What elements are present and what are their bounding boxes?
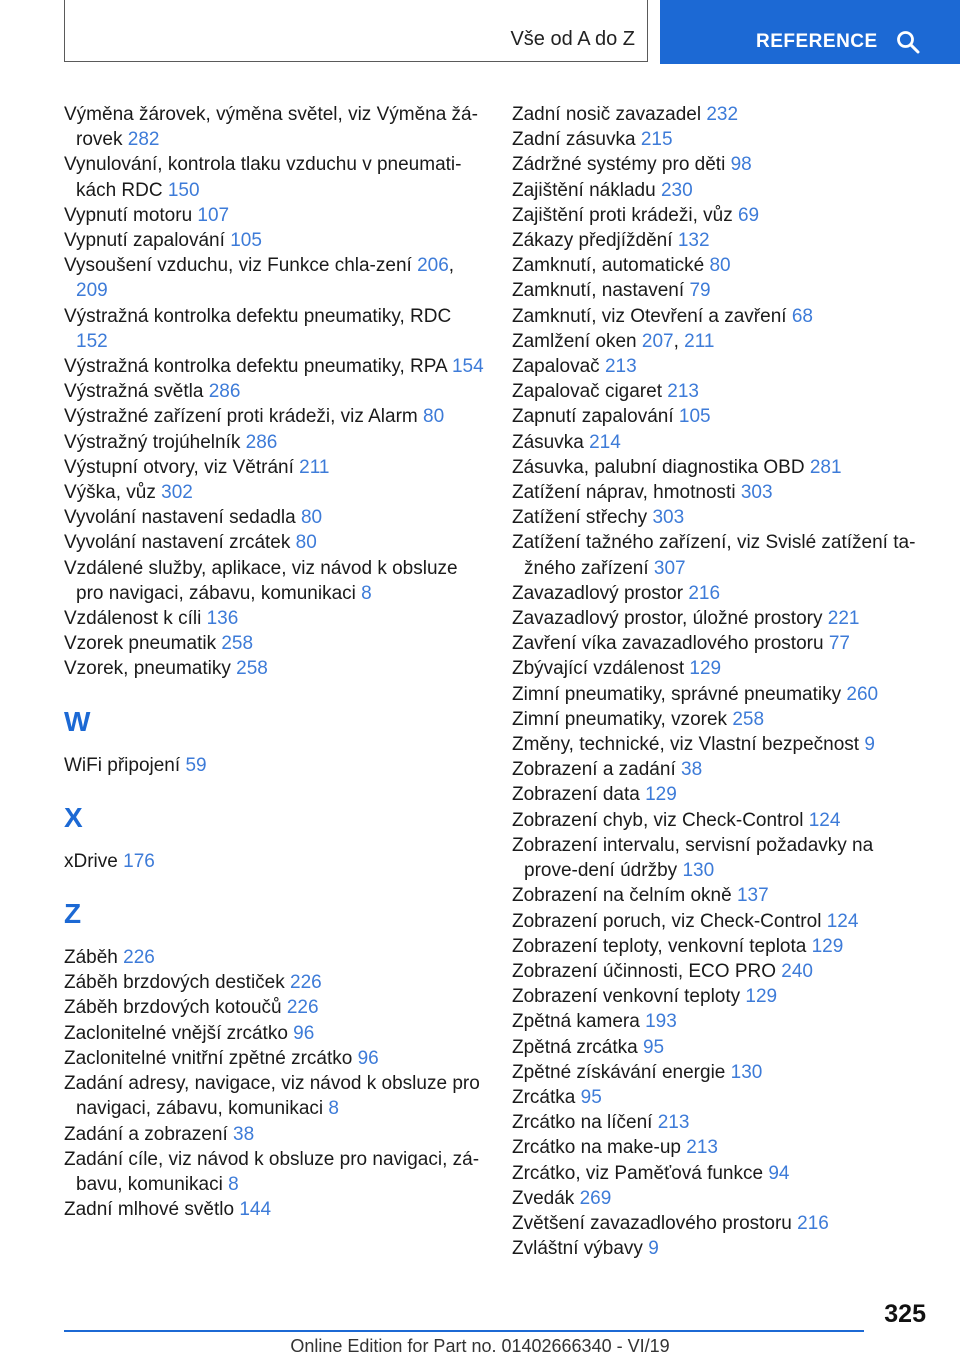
page-link[interactable]: 207 xyxy=(641,330,674,352)
index-entry xyxy=(64,152,484,202)
index-entry-term: Záběh xyxy=(64,947,118,969)
index-entry xyxy=(512,1186,932,1211)
page-link[interactable]: 213 xyxy=(657,1112,690,1134)
letter-heading-w: W xyxy=(64,705,91,737)
page-link[interactable]: 80 xyxy=(423,406,445,428)
index-entry xyxy=(64,379,484,404)
search-icon[interactable] xyxy=(896,30,920,54)
index-entry-term: Vynulování, kontrola tlaku vzduchu v pneumati-kách RDC xyxy=(64,154,462,201)
index-entry xyxy=(64,354,484,379)
page-link[interactable]: 105 xyxy=(678,406,711,428)
index-entry xyxy=(512,606,932,631)
index-entry xyxy=(512,934,932,959)
index-entry xyxy=(512,1135,932,1160)
index-entry-term: Zapalovač cigaret xyxy=(512,381,662,403)
page-link[interactable]: 213 xyxy=(604,356,637,378)
index-entry-term: Zavazadlový prostor xyxy=(512,582,684,604)
page-link[interactable]: 8 xyxy=(228,1173,239,1195)
page-link[interactable]: 107 xyxy=(197,204,230,226)
index-entry-term: Zatížení tažného zařízení, viz Svislé zatížení ta-žného zařízení xyxy=(512,532,916,579)
index-entry xyxy=(64,1122,484,1147)
letter-heading-x: X xyxy=(64,801,83,833)
index-entry: Zamlžení oken 207, 211 xyxy=(512,330,715,352)
index-entry xyxy=(64,530,484,555)
index-entry xyxy=(512,354,932,379)
page-link[interactable]: 213 xyxy=(686,1137,718,1159)
index-entry-term: Zpětné získávání energie xyxy=(512,1061,726,1083)
index-entry xyxy=(512,228,932,253)
index-entry xyxy=(512,253,932,278)
page-link[interactable]: 240 xyxy=(781,960,813,982)
page-link[interactable]: 80 xyxy=(300,507,323,529)
page-link[interactable]: 281 xyxy=(809,456,842,478)
index-entry-term: Zadní nosič zavazadel xyxy=(512,104,702,125)
index-entry-term: Zrcátka xyxy=(512,1086,576,1108)
entries-w xyxy=(64,753,484,778)
index-entry xyxy=(64,505,484,530)
index-entry-term: Zádržné systémy pro děti xyxy=(512,154,726,176)
page-link[interactable]: 226 xyxy=(123,947,155,969)
index-entry-term: Zamknutí, automatické xyxy=(512,255,705,277)
index-entry-term: Zobrazení účinnosti, ECO PRO xyxy=(512,960,776,982)
index-entry-term: Zadní mlhové světlo xyxy=(64,1199,235,1221)
index-entry xyxy=(512,480,932,505)
page-link[interactable]: 226 xyxy=(290,972,322,994)
index-entry-term: Zobrazení teploty, venkovní teplota xyxy=(512,935,807,957)
index-entry-term: Zvláštní výbavy xyxy=(512,1238,643,1260)
index-entry-term: Zadání adresy, navigace, viz návod k obsluze pro navigaci, zábavu, komunikaci xyxy=(64,1073,480,1120)
page-link[interactable]: 105 xyxy=(230,230,262,252)
index-entry xyxy=(512,404,932,429)
index-entry-term: Zpětná zrcátka xyxy=(512,1036,638,1058)
index-entry-term: Zavření víka zavazadlového prostoru xyxy=(512,633,824,655)
entries-x xyxy=(64,849,484,874)
index-entry-term: Změny, technické, viz Vlastní bezpečnost xyxy=(512,734,860,756)
index-entry-term: Zobrazení poruch, viz Check-Control xyxy=(512,910,822,932)
index-entry xyxy=(64,945,484,970)
index-entry-term: Zobrazení venkovní teploty xyxy=(512,986,741,1008)
index-entry-term: Zajištění nákladu xyxy=(512,179,656,201)
index-entry-term: Zvedák xyxy=(512,1187,575,1209)
index-entry xyxy=(512,430,932,455)
index-entry xyxy=(64,404,484,429)
index-entry-term: Zobrazení intervalu, servisní požadavky na prove-dení údržby xyxy=(512,834,874,882)
index-entry-term: Vzorek, pneumatiky xyxy=(64,658,231,680)
page-link[interactable]: 8 xyxy=(361,582,372,604)
page-link[interactable]: 193 xyxy=(645,1011,677,1033)
index-entry-term: Výměna žárovek, výměna světel, viz Výměna žá-rovek xyxy=(64,104,478,151)
page-link[interactable]: 303 xyxy=(652,507,685,529)
index-column-right xyxy=(512,102,932,1261)
index-entry: Vysoušení vzduchu, viz Funkce chla-zení 206, 209 xyxy=(64,255,455,302)
page-link[interactable]: 286 xyxy=(208,381,241,403)
page-link[interactable]: 130 xyxy=(730,1061,763,1083)
index-entry xyxy=(64,995,484,1020)
page-link[interactable]: 258 xyxy=(236,658,268,680)
index-entry-term: Zajištění proti krádeži, vůz xyxy=(512,204,733,226)
index-entry-term: Vzorek pneumatik xyxy=(64,633,217,655)
index-column-left xyxy=(64,102,484,1222)
page-link[interactable]: 9 xyxy=(648,1238,659,1260)
index-entry xyxy=(64,849,484,874)
index-entry-term: Výstražný trojúhelník xyxy=(64,431,241,453)
index-entry xyxy=(512,959,932,984)
page-link[interactable]: 8 xyxy=(328,1098,339,1120)
index-entry-term: Zásuvka, palubní diagnostika OBD xyxy=(512,456,805,478)
page-link[interactable]: 129 xyxy=(689,658,722,680)
index-entry-term: Výstupní otvory, viz Větrání xyxy=(64,456,294,478)
index-entry xyxy=(512,656,932,681)
page-link[interactable]: 124 xyxy=(808,809,841,831)
index-entry xyxy=(512,909,932,934)
index-entry-term: Vyvolání nastavení sedadla xyxy=(64,507,296,529)
page-link[interactable]: 132 xyxy=(677,230,710,252)
index-entry-term: Zákazy předjíždění xyxy=(512,230,673,252)
index-entry xyxy=(512,883,932,908)
index-entry-term: Záběh brzdových destiček xyxy=(64,972,285,994)
page-link[interactable]: 213 xyxy=(667,381,699,403)
page-link[interactable]: 206 xyxy=(417,255,449,277)
page-link[interactable]: 38 xyxy=(681,759,703,781)
index-entry-term: Vypnutí motoru xyxy=(64,204,193,226)
page-link[interactable]: 258 xyxy=(732,708,765,730)
index-entry xyxy=(64,430,484,455)
index-entry xyxy=(512,1211,932,1236)
page-link[interactable]: 129 xyxy=(811,935,844,957)
index-entry-term: Zobrazení data xyxy=(512,784,640,806)
index-entry-term: Zrcátko na líčení xyxy=(512,1112,653,1134)
index-entry-term: Vysoušení vzduchu, viz Funkce chla-zení xyxy=(64,255,412,277)
footer-edition: Online Edition for Part no. 01402666340 - VI/19 xyxy=(290,1336,670,1356)
index-entry-term: Zvětšení zavazadlového prostoru xyxy=(512,1212,792,1234)
page-link[interactable]: 176 xyxy=(123,850,155,872)
page-link[interactable]: 211 xyxy=(684,330,715,352)
index-entry xyxy=(64,970,484,995)
index-entry xyxy=(64,102,484,152)
index-entry-term: Zimní pneumatiky, vzorek xyxy=(512,708,728,730)
page-link[interactable]: 303 xyxy=(740,482,773,504)
index-entry-term: Vzdálenost k cíli xyxy=(64,608,202,630)
index-entry-term: WiFi připojení xyxy=(64,754,181,776)
index-entry-term: Zadání a zobrazení xyxy=(64,1123,228,1145)
page-link[interactable]: 286 xyxy=(245,431,278,453)
page-link[interactable]: 216 xyxy=(797,1212,829,1234)
entries-z xyxy=(64,945,484,1222)
page-link[interactable]: 144 xyxy=(239,1199,272,1221)
page-link[interactable]: 9 xyxy=(864,734,875,756)
index-entry-term: Výška, vůz xyxy=(64,482,156,504)
page-link[interactable]: 38 xyxy=(233,1123,255,1145)
index-entry-term: Zpětná kamera xyxy=(512,1011,640,1033)
page-link[interactable]: 230 xyxy=(660,179,693,201)
page-link[interactable]: 95 xyxy=(642,1036,665,1058)
index-entry-term: Vypnutí zapalování xyxy=(64,230,225,252)
index-entry xyxy=(64,1071,484,1121)
reference-tab[interactable] xyxy=(660,0,960,64)
index-entry-term: Zapalovač xyxy=(512,356,600,378)
page-link[interactable]: 226 xyxy=(286,997,319,1019)
page-link[interactable]: 152 xyxy=(76,330,108,352)
entries-z-continued xyxy=(512,102,932,1261)
index-entry-term: xDrive xyxy=(64,850,118,872)
index-entry-term: Výstražná kontrolka defektu pneumatiky, RDC xyxy=(64,305,452,327)
index-entry-term: Zobrazení chyb, viz Check-Control xyxy=(512,809,804,831)
index-entry-term: Zadání cíle, viz návod k obsluze pro navigaci, zá-bavu, komunikaci xyxy=(64,1148,480,1195)
reference-label: REFERENCE xyxy=(756,31,878,52)
index-entry xyxy=(512,782,932,807)
index-entry xyxy=(512,984,932,1009)
index-entry xyxy=(512,178,932,203)
page-link[interactable]: 96 xyxy=(357,1047,379,1069)
index-entry xyxy=(512,530,932,580)
index-entry xyxy=(64,455,484,480)
page-link[interactable]: 96 xyxy=(293,1022,315,1044)
index-entry xyxy=(512,102,932,127)
page-link[interactable]: 80 xyxy=(295,532,317,554)
index-entry xyxy=(512,1236,932,1261)
index-entry xyxy=(64,656,484,681)
page-link[interactable]: 130 xyxy=(682,860,715,882)
index-entry-term: Zatížení náprav, hmotnosti xyxy=(512,482,736,504)
letter-heading-z: Z xyxy=(64,898,82,930)
page-link[interactable]: 136 xyxy=(206,608,239,630)
index-entry xyxy=(512,304,932,329)
page-link[interactable]: 150 xyxy=(167,179,200,201)
index-entry xyxy=(512,833,932,883)
index-entry-term: Zadní zásuvka xyxy=(512,129,636,151)
page-link[interactable]: 77 xyxy=(828,633,850,655)
section-title: Vše od A do Z xyxy=(510,28,635,50)
index-entry xyxy=(64,1147,484,1197)
index-entry-term: Výstražné zařízení proti krádeži, viz Alarm xyxy=(64,406,418,428)
index-entry xyxy=(512,732,932,757)
index-entry-term: Výstražná kontrolka defektu pneumatiky, RPA xyxy=(64,356,447,378)
index-entry xyxy=(512,203,932,228)
index-entry xyxy=(64,228,484,253)
index-entry xyxy=(512,1085,932,1110)
index-entry-term: Zatížení střechy xyxy=(512,507,648,529)
index-entry-term: Zamlžení oken xyxy=(512,330,637,352)
index-entry xyxy=(512,808,932,833)
index-entry-term: Zapnutí zapalování xyxy=(512,406,674,428)
index-entry xyxy=(512,127,932,152)
index-entry-term: Vyvolání nastavení zrcátek xyxy=(64,532,291,554)
page-link[interactable]: 232 xyxy=(706,104,739,125)
page-link[interactable]: 59 xyxy=(185,754,207,776)
page-link[interactable]: 216 xyxy=(688,582,721,604)
page-link[interactable]: 269 xyxy=(579,1187,612,1209)
index-entry-term: Zásuvka xyxy=(512,431,584,453)
page-link[interactable]: 215 xyxy=(640,129,673,151)
index-entry-term: Záběh brzdových kotoučů xyxy=(64,997,282,1019)
page-link[interactable]: 302 xyxy=(161,482,193,504)
page-link[interactable]: 95 xyxy=(580,1086,602,1108)
index-entry xyxy=(512,581,932,606)
index-entry xyxy=(512,1060,932,1085)
index-entry xyxy=(64,1197,484,1222)
page-link[interactable]: 258 xyxy=(221,633,254,655)
page-number: 325 xyxy=(884,1300,926,1328)
footer-divider xyxy=(64,1330,864,1332)
index-entry-term: Zaclonitelné vnitřní zpětné zrcátko xyxy=(64,1047,353,1069)
index-entry xyxy=(64,1021,484,1046)
index-entry xyxy=(64,304,484,354)
index-entry xyxy=(64,753,484,778)
index-entry xyxy=(512,278,932,303)
index-entry xyxy=(512,1035,932,1060)
index-entry-term: Zamknutí, nastavení xyxy=(512,280,685,302)
page-link[interactable]: 307 xyxy=(653,557,686,579)
index-entry xyxy=(512,455,932,480)
page-link[interactable]: 129 xyxy=(645,784,677,806)
page-link[interactable]: 154 xyxy=(451,356,484,378)
index-entry xyxy=(512,1009,932,1034)
page-link[interactable]: 137 xyxy=(736,885,769,907)
index-entry xyxy=(512,757,932,782)
page-link[interactable]: 214 xyxy=(589,431,621,453)
index-entry xyxy=(64,631,484,656)
page-link[interactable]: 282 xyxy=(127,129,160,151)
index-entry xyxy=(64,203,484,228)
index-entry-term: Zrcátko, viz Paměťová funkce xyxy=(512,1162,764,1184)
index-entry-term: Zobrazení na čelním okně xyxy=(512,885,732,907)
page-link[interactable]: 68 xyxy=(791,305,813,327)
index-entry-term: Zavazadlový prostor, úložné prostory xyxy=(512,608,823,630)
page-link[interactable]: 79 xyxy=(689,280,711,302)
index-entry-term: Zimní pneumatiky, správné pneumatiky xyxy=(512,683,842,705)
index-entry xyxy=(64,556,484,606)
page-link[interactable]: 124 xyxy=(826,910,859,932)
index-entry-term: Zaclonitelné vnější zrcátko xyxy=(64,1022,288,1044)
index-entry xyxy=(512,505,932,530)
index-entry-term: Zamknutí, viz Otevření a zavření xyxy=(512,305,787,327)
index-entry xyxy=(512,1110,932,1135)
page-link[interactable]: 209 xyxy=(76,280,108,302)
page-link[interactable]: 260 xyxy=(846,683,879,705)
index-entry-term: Výstražná světla xyxy=(64,381,204,403)
index-entry-term: Vzdálené služby, aplikace, viz návod k obsluze pro navigaci, zábavu, komunikaci xyxy=(64,557,458,604)
index-entry xyxy=(512,631,932,656)
entries-v xyxy=(64,102,484,682)
page-link[interactable]: 211 xyxy=(299,456,330,478)
page-link[interactable]: 69 xyxy=(737,204,760,226)
index-entry xyxy=(512,1161,932,1186)
index-entry xyxy=(512,379,932,404)
page-link[interactable]: 129 xyxy=(745,986,778,1008)
page-link[interactable]: 221 xyxy=(827,608,860,630)
page-link[interactable]: 80 xyxy=(709,255,731,277)
page-link[interactable]: 94 xyxy=(768,1162,790,1184)
index-entry xyxy=(512,152,932,177)
index-entry xyxy=(64,480,484,505)
page-link[interactable]: 98 xyxy=(730,154,752,176)
index-entry-term: Zobrazení a zadání xyxy=(512,759,676,781)
index-entry xyxy=(64,606,484,631)
index-entry-term: Zbývající vzdálenost xyxy=(512,658,685,680)
header-section-box xyxy=(64,0,648,62)
index-entry-term: Zrcátko na make-up xyxy=(512,1137,681,1159)
index-entry xyxy=(512,682,932,707)
index-entry xyxy=(64,1046,484,1071)
index-entry xyxy=(512,707,932,732)
